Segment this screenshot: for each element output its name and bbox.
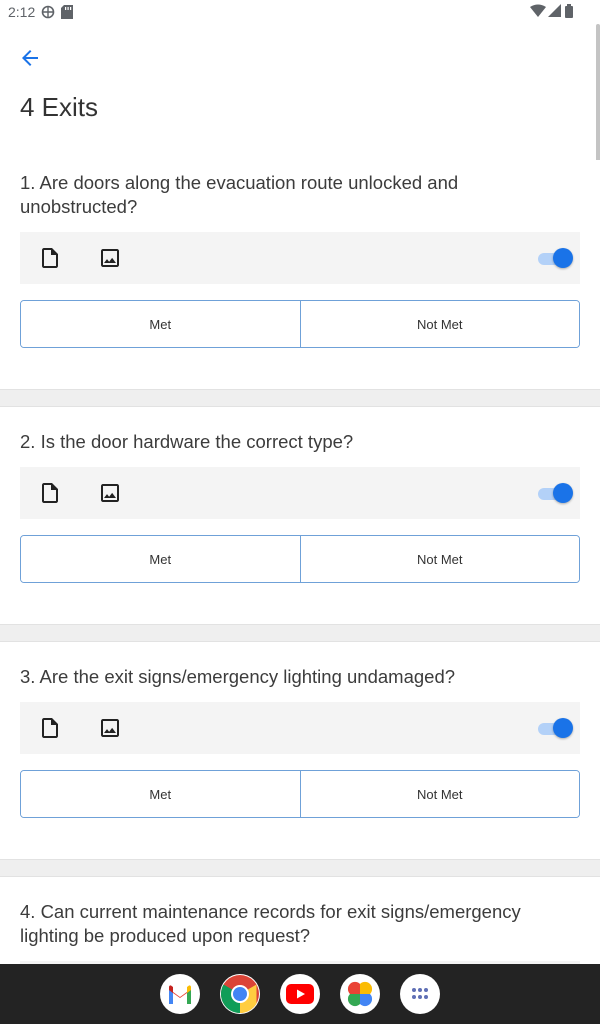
applicable-toggle[interactable] [536, 717, 572, 739]
chrome-icon[interactable] [220, 974, 260, 1014]
divider [0, 624, 600, 642]
not-met-button[interactable]: Not Met [300, 301, 580, 347]
back-button[interactable] [18, 46, 44, 70]
status-time: 2:12 [8, 4, 36, 20]
sd-card-icon [61, 5, 73, 24]
met-button[interactable]: Met [21, 301, 300, 347]
applicable-toggle[interactable] [536, 482, 572, 504]
gmail-icon[interactable] [160, 974, 200, 1014]
photos-icon[interactable] [340, 974, 380, 1014]
page-title: 4 Exits [20, 92, 99, 122]
met-button[interactable]: Met [21, 771, 300, 817]
applicable-toggle[interactable] [536, 247, 572, 269]
attachment-toolbar [20, 467, 580, 519]
wifi-icon [530, 4, 546, 23]
attachment-toolbar [20, 702, 580, 754]
divider [0, 389, 600, 407]
question-card [0, 642, 600, 860]
toggle-thumb [553, 718, 573, 738]
vpn-icon [41, 5, 55, 24]
question-text: 2. Is the door hardware the correct type? [20, 431, 354, 452]
not-met-button[interactable]: Not Met [300, 536, 580, 582]
answer-button-group [20, 770, 580, 818]
image-icon[interactable] [98, 481, 122, 505]
app-dock [0, 964, 600, 1024]
question-card [0, 407, 600, 625]
question-card [0, 877, 600, 964]
not-met-button[interactable]: Not Met [300, 771, 580, 817]
youtube-icon[interactable] [280, 974, 320, 1014]
document-icon[interactable] [38, 246, 62, 270]
status-bar [0, 0, 600, 24]
app-drawer-icon[interactable] [400, 974, 440, 1014]
arrow-back-icon [18, 46, 42, 70]
attachment-toolbar [20, 232, 580, 284]
image-icon[interactable] [98, 716, 122, 740]
answer-button-group [20, 300, 580, 348]
document-icon[interactable] [38, 716, 62, 740]
divider [0, 859, 600, 877]
document-icon[interactable] [38, 481, 62, 505]
image-icon[interactable] [98, 246, 122, 270]
cell-signal-icon [548, 4, 562, 23]
question-text: 4. Can current maintenance records for exit signs/emergency lighting be produced upon request? [20, 901, 521, 946]
toggle-thumb [553, 248, 573, 268]
toggle-thumb [553, 483, 573, 503]
question-card [0, 160, 600, 390]
answer-button-group [20, 535, 580, 583]
met-button[interactable]: Met [21, 536, 300, 582]
question-text: 1. Are doors along the evacuation route unlocked and unobstructed? [20, 172, 459, 217]
battery-icon [564, 4, 574, 23]
question-text: 3. Are the exit signs/emergency lighting undamaged? [20, 666, 456, 687]
